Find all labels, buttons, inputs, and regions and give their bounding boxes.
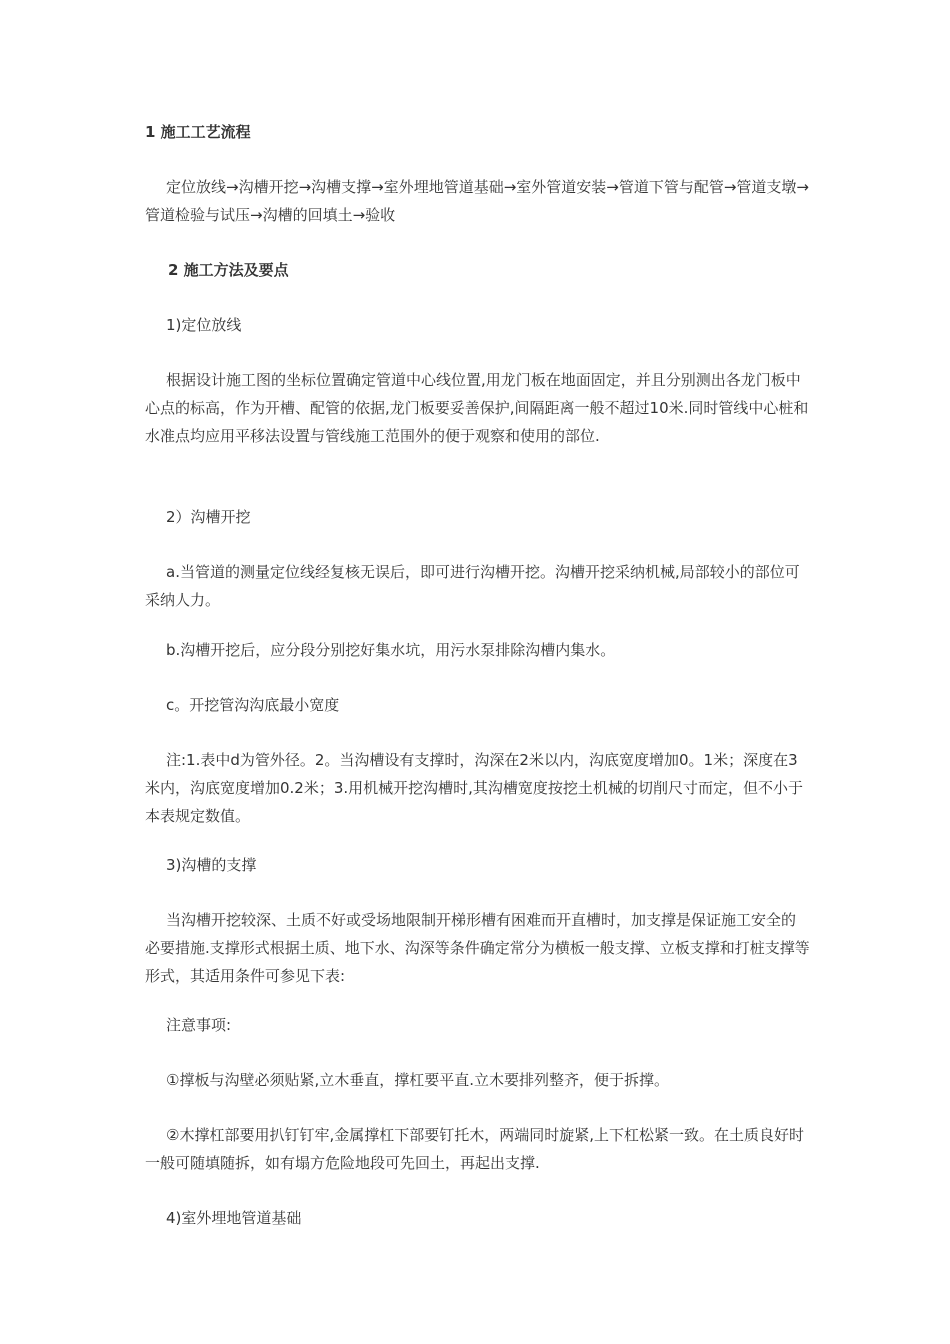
section-2-note: 注:1.表中d为管外径。2。当沟槽设有支撑时，沟深在2米以内，沟底宽度增加0。1米；深度在3米内，沟底宽度增加0.2米；3.用机械开挖沟槽时,其沟槽宽度按挖土机械的切削尺寸而定，但不小于本表规定数值。 — [145, 751, 803, 825]
heading-construction-methods: 2 施工方法及要点 — [168, 261, 289, 279]
section-3-body: 当沟槽开挖较深、土质不好或受场地限制开梯形槽有困难而开直槽时，加支撑是保证施工安全的必要措施.支撑形式根据土质、地下水、沟深等条件确定常分为横板一般支撑、立板支撑和打桩支撑等形式，其适用条件可参见下表: — [145, 911, 810, 985]
process-flow-paragraph: 定位放线→沟槽开挖→沟槽支撑→室外埋地管道基础→室外管道安装→管道下管与配管→管道支墩→管道检验与试压→沟槽的回填土→验收 — [145, 178, 809, 224]
section-3-caution-item-1: ①撑板与沟壁必须贴紧,立木垂直，撑杠要平直.立木要排列整齐，便于拆撑。 — [166, 1071, 669, 1089]
section-3-caution-item-2: ②木撑杠部要用扒钉钉牢,金属撑杠下部要钉托木，两端同时旋紧,上下杠松紧一致。在土质良好时一般可随填随拆，如有塌方危险地段可先回土，再起出支撑. — [145, 1126, 804, 1172]
section-2-item-b: b.沟槽开挖后，应分段分别挖好集水坑，用污水泵排除沟槽内集水。 — [166, 641, 616, 659]
section-4-title: 4)室外埋地管道基础 — [166, 1209, 302, 1227]
section-2-item-a: a.当管道的测量定位线经复核无误后，即可进行沟槽开挖。沟槽开挖采纳机械,局部较小的部位可采纳人力。 — [145, 563, 800, 609]
section-3-caution-heading: 注意事项: — [166, 1016, 232, 1034]
section-2-title: 2）沟槽开挖 — [166, 508, 251, 526]
section-2-item-c: c。开挖管沟沟底最小宽度 — [166, 696, 340, 714]
heading-construction-process: 1 施工工艺流程 — [145, 123, 251, 141]
section-3-title: 3)沟槽的支撑 — [166, 856, 257, 874]
section-1-title: 1)定位放线 — [166, 316, 242, 334]
section-1-body: 根据设计施工图的坐标位置确定管道中心线位置,用龙门板在地面固定，并且分别测出各龙门板中心点的标高，作为开槽、配管的依据,龙门板要妥善保护,间隔距离一般不超过10米.同时管线中心桩和水准点均应用平移法设置与管线施工范围外的便于观察和使用的部位. — [145, 371, 809, 445]
